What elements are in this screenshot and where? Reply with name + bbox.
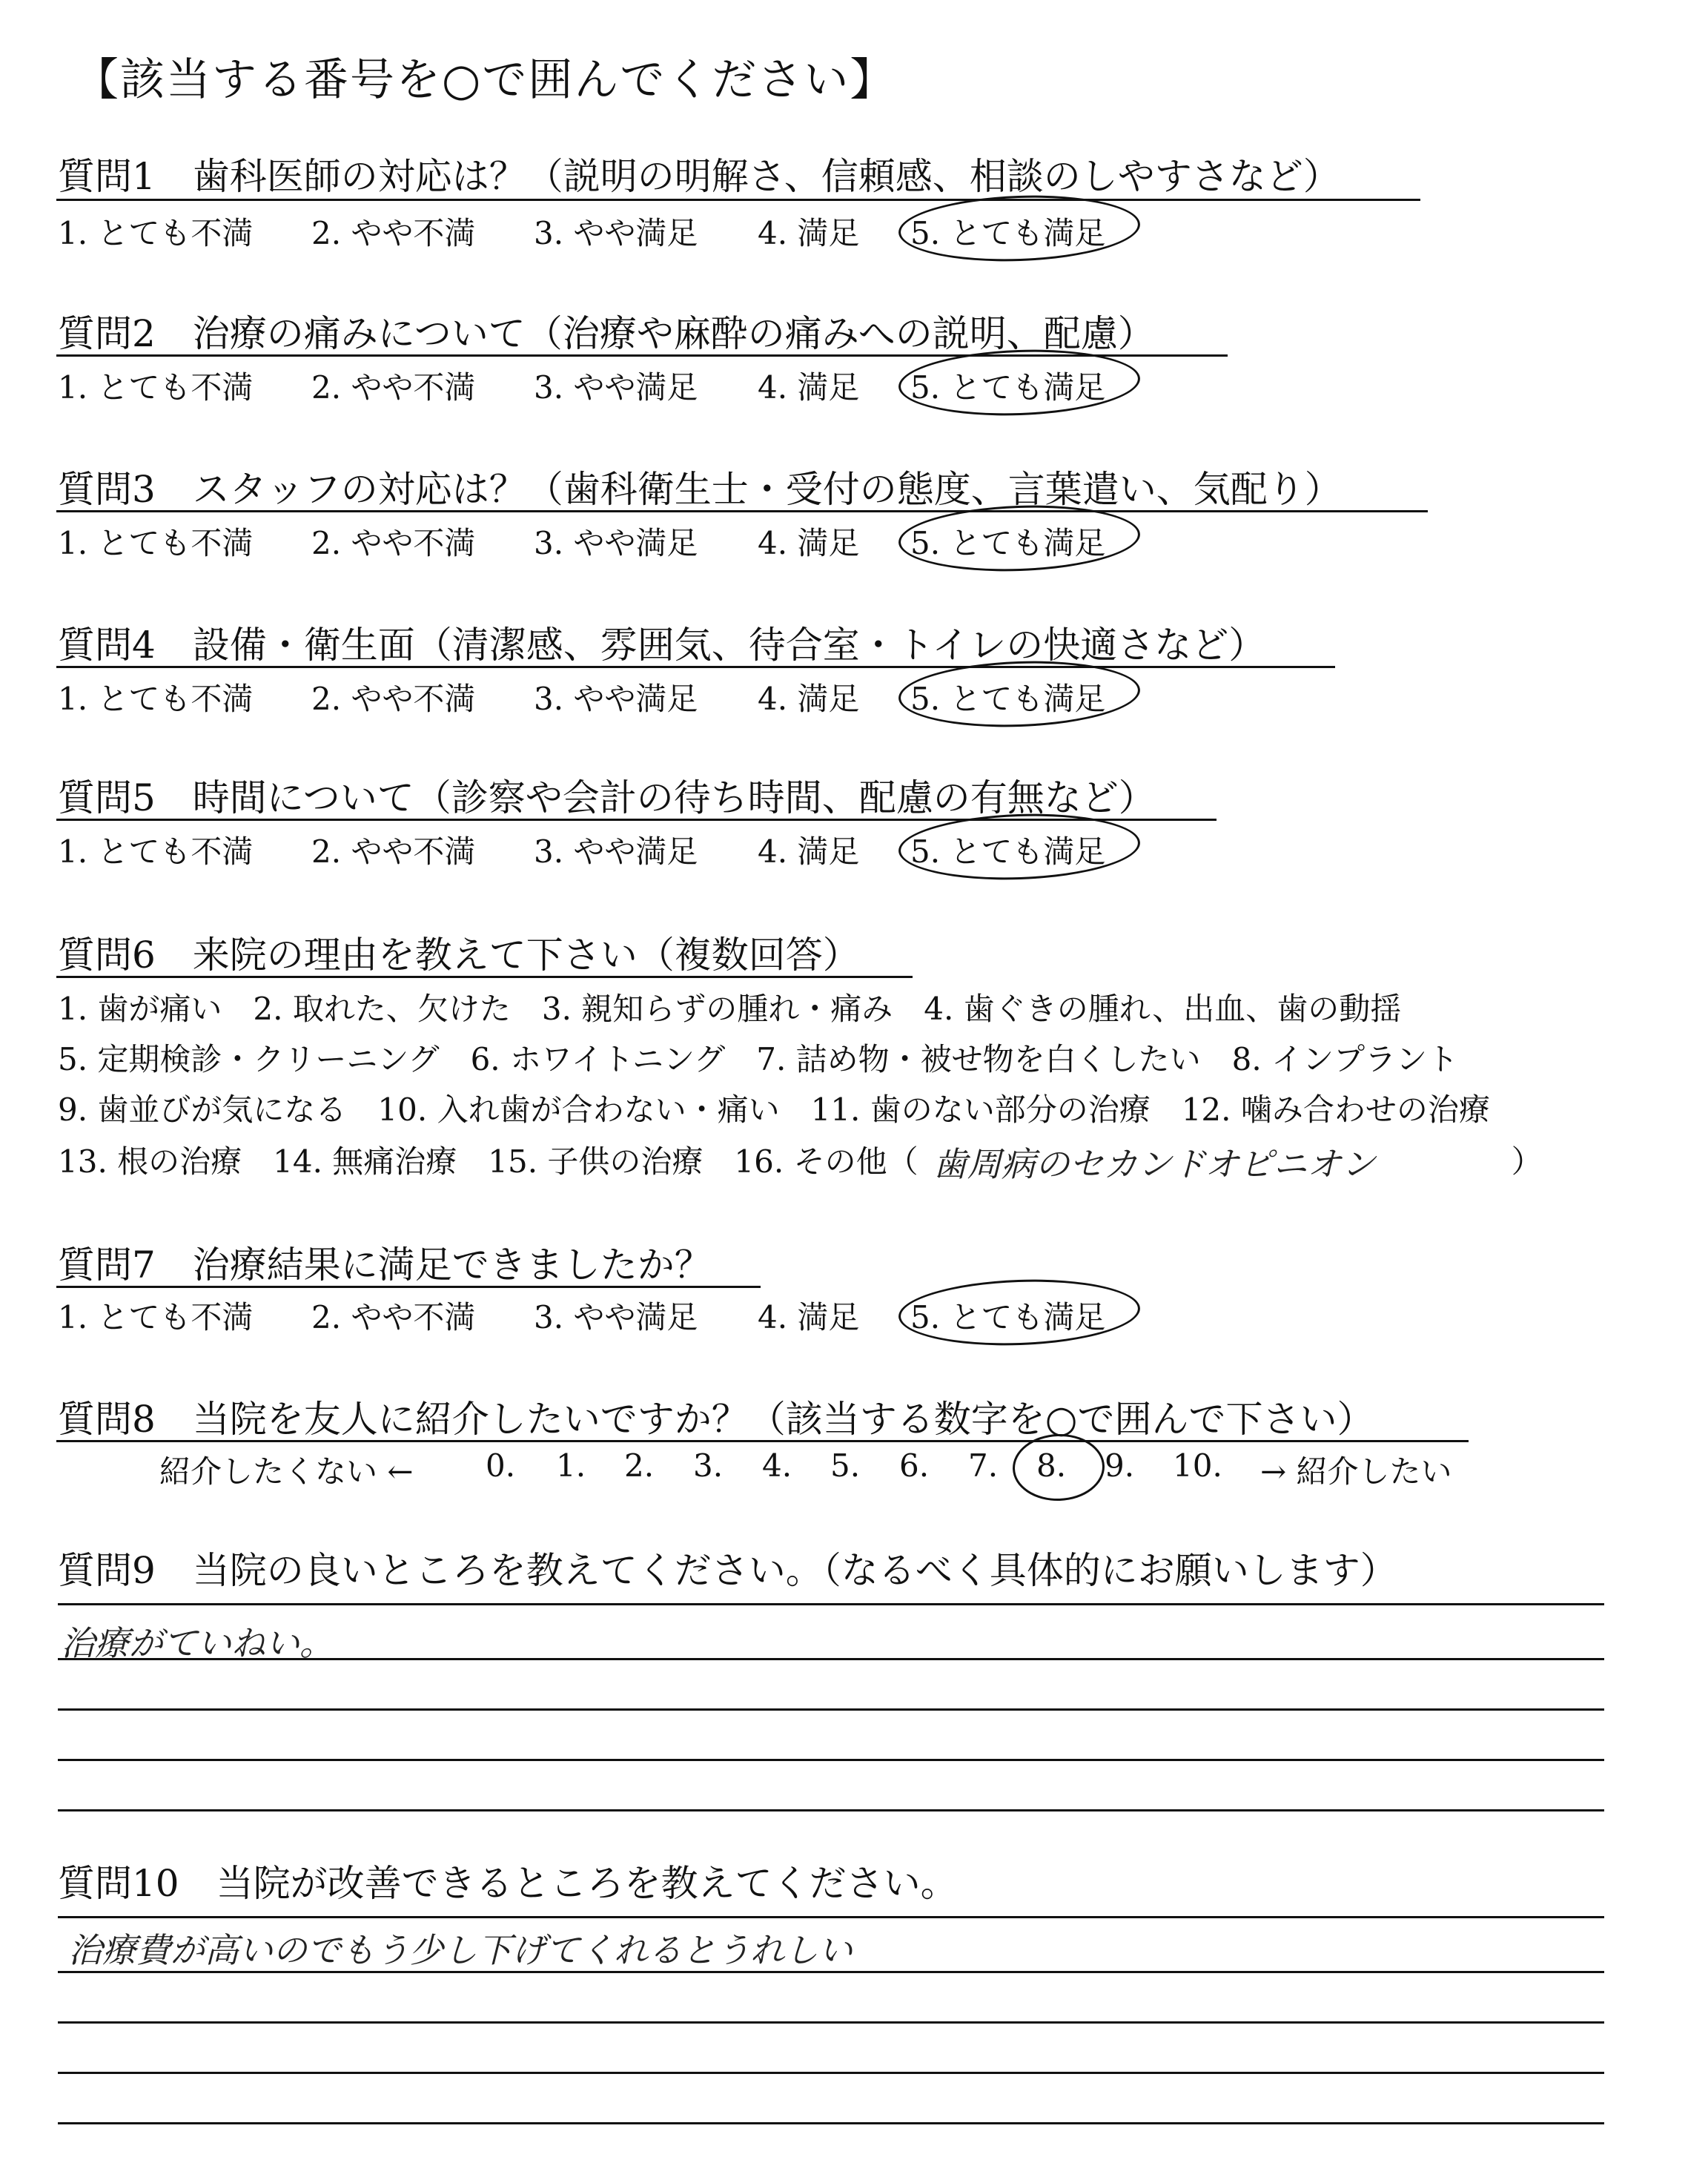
q6-reasons-row-2[interactable]: 5. 定期検診・クリーニング 6. ホワイトニング 7. 詰め物・被せ物を白くしたい 8. インプラント [58, 1041, 1459, 1077]
q6-reasons-row-4 [58, 1137, 1543, 1186]
q2-option-4[interactable]: 4. 満足 [758, 369, 860, 406]
q2-option-2[interactable]: 2. やや不満 [311, 369, 476, 406]
question-10-label: 質問10 当院が改善できるところを教えてください。 [58, 1862, 958, 1905]
q7-selected-circle [898, 1275, 1142, 1349]
q5-option-4[interactable]: 4. 満足 [758, 833, 860, 870]
q8-right-label: → 紹介したい [1260, 1453, 1452, 1490]
q5-option-3[interactable]: 3. やや満足 [534, 833, 698, 870]
q4-option-4[interactable]: 4. 満足 [758, 681, 860, 717]
q4-option-2[interactable]: 2. やや不満 [311, 681, 476, 717]
q9-line-1 [58, 1658, 1604, 1660]
q6-row4-prefix[interactable]: 13. 根の治療 14. 無痛治療 15. 子供の治療 16. その他（ [58, 1143, 918, 1180]
question-8-underline [56, 1440, 1469, 1442]
question-1-label: 質問1 歯科医師の対応は？（説明の明解さ、信頼感、相談のしやすさなど） [58, 155, 1340, 198]
q8-scale-6[interactable]: 6. [899, 1447, 930, 1484]
q10-line-4 [58, 2122, 1604, 2124]
q5-option-5[interactable]: 5. とても満足 [910, 833, 1106, 870]
question-5-label: 質問5 時間について（診察や会計の待ち時間、配慮の有無など） [58, 776, 1156, 819]
q8-scale-2[interactable]: 2. [624, 1447, 655, 1484]
q9-line-0 [58, 1603, 1604, 1605]
question-7-underline [56, 1286, 761, 1288]
q9-answer[interactable]: 治療がていねい。 [61, 1623, 334, 1663]
q3-option-4[interactable]: 4. 満足 [758, 525, 860, 561]
q7-option-4[interactable]: 4. 満足 [758, 1299, 860, 1335]
q9-line-4 [58, 1809, 1604, 1811]
q4-option-3[interactable]: 3. やや満足 [534, 681, 698, 717]
q6-other-answer[interactable]: 歯周病のセカンドオピニオン [933, 1144, 1376, 1184]
q10-line-2 [58, 2021, 1604, 2024]
q3-option-1[interactable]: 1. とても不満 [58, 525, 254, 561]
question-1-underline [56, 199, 1420, 201]
question-2-label: 質問2 治療の痛みについて（治療や麻酔の痛みへの説明、配慮） [58, 312, 1155, 355]
q7-option-2[interactable]: 2. やや不満 [311, 1299, 476, 1335]
q1-option-1[interactable]: 1. とても不満 [58, 215, 254, 251]
q8-scale-7[interactable]: 7. [968, 1447, 999, 1484]
q2-option-5[interactable]: 5. とても満足 [910, 369, 1106, 406]
q7-option-5[interactable]: 5. とても満足 [910, 1299, 1106, 1335]
q8-selected-circle [1011, 1433, 1105, 1502]
q3-option-3[interactable]: 3. やや満足 [534, 525, 698, 561]
q8-scale-8[interactable]: 8. [1036, 1447, 1067, 1484]
question-3-underline [56, 510, 1428, 512]
question-6-underline [56, 976, 913, 978]
q6-row4-suffix: ） [1511, 1143, 1543, 1180]
q5-option-2[interactable]: 2. やや不満 [311, 833, 476, 870]
q8-scale-9[interactable]: 9. [1105, 1447, 1135, 1484]
question-7-label: 質問7 治療結果に満足できましたか？ [58, 1244, 712, 1287]
question-8-label: 質問8 当院を友人に紹介したいですか？（該当する数字を○で囲んで下さい） [58, 1398, 1374, 1441]
question-4-label: 質問4 設備・衛生面（清潔感、雰囲気、待合室・トイレの快適さなど） [58, 624, 1266, 667]
q9-line-3 [58, 1759, 1604, 1761]
q8-scale-10[interactable]: 10. [1173, 1447, 1222, 1484]
q10-line-1 [58, 1971, 1604, 1973]
q1-option-5[interactable]: 5. とても満足 [910, 215, 1106, 251]
q8-scale-4[interactable]: 4. [762, 1447, 792, 1484]
q8-scale-1[interactable]: 1. [556, 1447, 586, 1484]
q6-reasons-row-1[interactable]: 1. 歯が痛い 2. 取れた、欠けた 3. 親知らずの腫れ・痛み 4. 歯ぐきの腫れ、出血、歯の動揺 [58, 991, 1402, 1027]
q1-selected-circle [898, 191, 1142, 265]
question-4-underline [56, 666, 1335, 668]
q6-reasons-row-3[interactable]: 9. 歯並びが気になる 10. 入れ歯が合わない・痛い 11. 歯のない部分の治療 12. 噛み合わせの治療 [58, 1091, 1490, 1128]
q8-left-label: 紹介したくない ← [159, 1453, 414, 1490]
q2-option-3[interactable]: 3. やや満足 [534, 369, 698, 406]
q4-option-1[interactable]: 1. とても不満 [58, 681, 254, 717]
q8-scale-3[interactable]: 3. [693, 1447, 724, 1484]
q10-answer[interactable]: 治療費が高いのでもう少し下げてくれるとうれしい [68, 1930, 853, 1970]
q7-option-3[interactable]: 3. やや満足 [534, 1299, 698, 1335]
q4-option-5[interactable]: 5. とても満足 [910, 681, 1106, 717]
question-9-label: 質問9 当院の良いところを教えてください。（なるべく具体的にお願いします） [58, 1549, 1397, 1592]
q3-option-5[interactable]: 5. とても満足 [910, 525, 1106, 561]
q10-line-0 [58, 1916, 1604, 1918]
q1-option-2[interactable]: 2. やや不満 [311, 215, 476, 251]
q1-option-4[interactable]: 4. 満足 [758, 215, 860, 251]
page-title: 【該当する番号を○で囲んでください】 [74, 54, 896, 106]
q10-line-3 [58, 2072, 1604, 2074]
q5-option-1[interactable]: 1. とても不満 [58, 833, 254, 870]
q8-scale-5[interactable]: 5. [830, 1447, 861, 1484]
q8-scale-0[interactable]: 0. [486, 1447, 516, 1484]
q1-option-3[interactable]: 3. やや満足 [534, 215, 698, 251]
q9-line-2 [58, 1708, 1604, 1711]
q3-option-2[interactable]: 2. やや不満 [311, 525, 476, 561]
q7-option-1[interactable]: 1. とても不満 [58, 1299, 254, 1335]
q2-option-1[interactable]: 1. とても不満 [58, 369, 254, 406]
question-3-label: 質問3 スタッフの対応は？（歯科衛生士・受付の態度、言葉遣い、気配り） [58, 468, 1342, 511]
question-6-label: 質問6 来院の理由を教えて下さい（複数回答） [58, 934, 860, 977]
